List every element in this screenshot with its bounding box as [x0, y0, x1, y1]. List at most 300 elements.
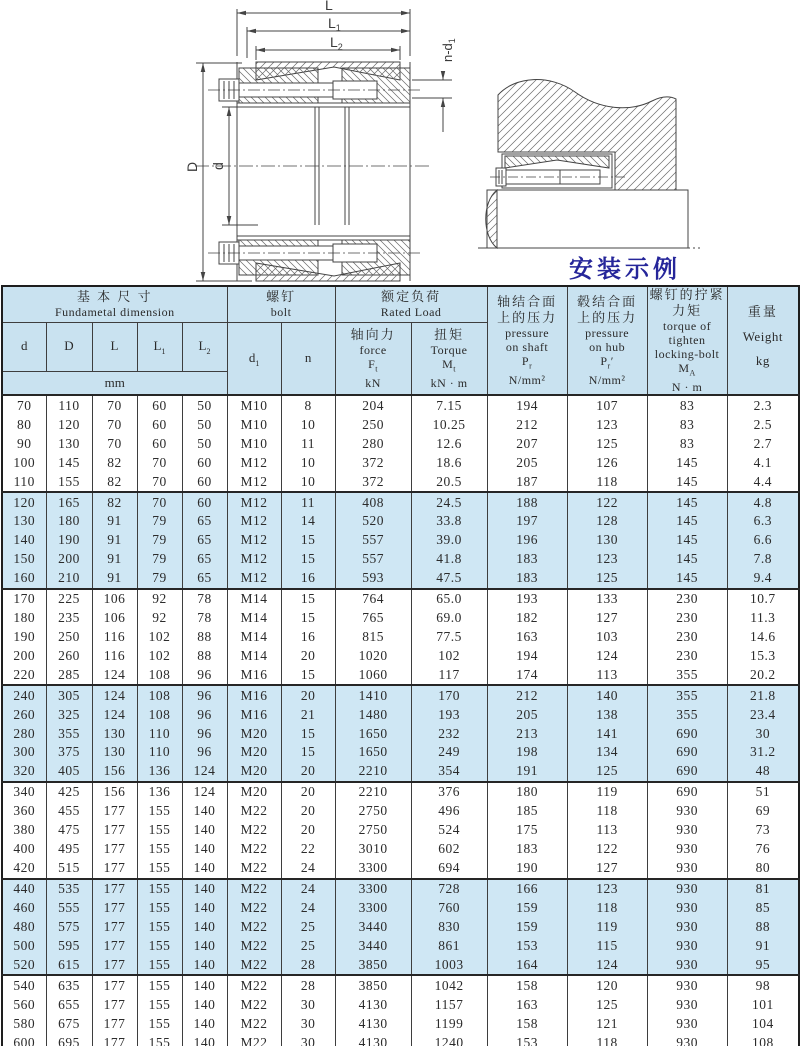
table-cell: 515 — [46, 859, 92, 879]
table-row — [2, 995, 799, 1014]
table-cell: M22 — [227, 995, 281, 1014]
table-cell: 24 — [281, 859, 335, 879]
table-cell: 140 — [182, 859, 227, 879]
table-cell: 28 — [281, 975, 335, 995]
table-cell: 930 — [647, 1014, 727, 1033]
table-cell: M10 — [227, 434, 281, 453]
table-cell: 300 — [2, 743, 46, 762]
table-cell: 155 — [137, 955, 182, 975]
table-cell: 141 — [567, 724, 647, 743]
table-cell: 145 — [647, 453, 727, 472]
table-cell: 24.5 — [411, 492, 487, 512]
installation-example-drawing — [478, 80, 700, 248]
table-cell: 118 — [567, 472, 647, 492]
table-cell: 155 — [137, 975, 182, 995]
table-cell: 140 — [182, 802, 227, 821]
table-cell: 82 — [92, 453, 137, 472]
table-cell: M22 — [227, 840, 281, 859]
table-cell: 20 — [281, 821, 335, 840]
table-row — [2, 917, 799, 936]
table-cell: 128 — [567, 512, 647, 531]
table-cell: 76 — [727, 840, 799, 859]
table-cell: 140 — [182, 995, 227, 1014]
table-cell: 107 — [567, 395, 647, 415]
table-cell: 140 — [182, 955, 227, 975]
table-cell: M12 — [227, 531, 281, 550]
table-cell: 127 — [567, 609, 647, 628]
table-cell: 376 — [411, 782, 487, 802]
table-cell: 557 — [335, 550, 411, 569]
table-cell: 122 — [567, 840, 647, 859]
table-cell: 60 — [182, 472, 227, 492]
table-cell: 100 — [2, 453, 46, 472]
dim-label-L: L — [325, 0, 333, 13]
table-cell: 182 — [487, 609, 567, 628]
table-cell: 1240 — [411, 1033, 487, 1046]
table-cell: 2.3 — [727, 395, 799, 415]
table-cell: 305 — [46, 685, 92, 705]
table-cell: 145 — [647, 512, 727, 531]
table-row — [2, 628, 799, 647]
table-row — [2, 395, 799, 415]
table-cell: 25 — [281, 917, 335, 936]
col-header-pressure-on-hub: 毂结合面 上的压力 pressure on hub $P_r'$ N/mm² — [567, 286, 647, 395]
table-cell: 3010 — [335, 840, 411, 859]
table-cell: 136 — [137, 782, 182, 802]
table-cell: 102 — [137, 646, 182, 665]
table-cell: 130 — [46, 434, 92, 453]
table-row — [2, 955, 799, 975]
table-cell: 180 — [487, 782, 567, 802]
table-cell: 230 — [647, 609, 727, 628]
table-cell: M12 — [227, 512, 281, 531]
table-cell: 159 — [487, 899, 567, 918]
table-cell: 4130 — [335, 1033, 411, 1046]
table-cell: 205 — [487, 453, 567, 472]
table-cell: 2750 — [335, 821, 411, 840]
table-cell: 185 — [487, 802, 567, 821]
table-cell: 155 — [137, 802, 182, 821]
table-row — [2, 743, 799, 762]
table-row — [2, 569, 799, 589]
table-cell: 119 — [567, 917, 647, 936]
table-cell: 70 — [2, 395, 46, 415]
dim-label-d: d — [210, 162, 226, 170]
table-cell: 82 — [92, 492, 137, 512]
table-cell: 102 — [137, 628, 182, 647]
table-cell: 194 — [487, 395, 567, 415]
table-cell: 70 — [92, 415, 137, 434]
table-cell: 249 — [411, 743, 487, 762]
table-cell: 15 — [281, 743, 335, 762]
table-cell: 695 — [46, 1033, 92, 1046]
table-cell: 20.2 — [727, 665, 799, 685]
table-cell: 765 — [335, 609, 411, 628]
table-cell: M20 — [227, 782, 281, 802]
table-cell: M20 — [227, 743, 281, 762]
table-cell: 82 — [92, 472, 137, 492]
table-cell: M12 — [227, 453, 281, 472]
table-cell: 65 — [182, 550, 227, 569]
table-cell: 560 — [2, 995, 46, 1014]
table-cell: 50 — [182, 395, 227, 415]
table-cell: 150 — [2, 550, 46, 569]
table-cell: 20 — [281, 685, 335, 705]
table-cell: 3850 — [335, 955, 411, 975]
table-cell: 145 — [647, 569, 727, 589]
table-cell: 690 — [647, 724, 727, 743]
table-cell: 24 — [281, 879, 335, 899]
table-cell: 113 — [567, 665, 647, 685]
table-cell: 210 — [46, 569, 92, 589]
dim-label-D: D — [184, 161, 200, 172]
table-cell: 92 — [137, 589, 182, 609]
table-cell: 250 — [335, 415, 411, 434]
table-cell: 120 — [567, 975, 647, 995]
table-cell: 200 — [2, 646, 46, 665]
table-cell: 524 — [411, 821, 487, 840]
table-cell: 240 — [2, 685, 46, 705]
col-header-weight: 重量 Weight kg — [727, 286, 799, 395]
dim-label-L2: $L_2$ — [330, 34, 343, 52]
table-cell: 930 — [647, 879, 727, 899]
dim-label-nd1: $n-d_1$ — [440, 38, 457, 62]
table-cell: M10 — [227, 415, 281, 434]
table-cell: 3300 — [335, 899, 411, 918]
table-cell: 145 — [46, 453, 92, 472]
table-cell: 675 — [46, 1014, 92, 1033]
table-cell: 125 — [567, 995, 647, 1014]
table-row — [2, 1033, 799, 1046]
table-cell: M22 — [227, 859, 281, 879]
table-cell: 21.8 — [727, 685, 799, 705]
table-row — [2, 492, 799, 512]
table-cell: 187 — [487, 472, 567, 492]
table-cell: 65 — [182, 512, 227, 531]
table-cell: 70 — [137, 453, 182, 472]
col-header-rated-load: 额定负荷 Rated Load — [335, 286, 487, 322]
table-row — [2, 472, 799, 492]
table-cell: 113 — [567, 821, 647, 840]
table-cell: 4130 — [335, 995, 411, 1014]
table-cell: 285 — [46, 665, 92, 685]
table-cell: M22 — [227, 955, 281, 975]
table-cell: 15 — [281, 531, 335, 550]
table-cell: 155 — [137, 840, 182, 859]
table-cell: 60 — [182, 492, 227, 512]
table-cell: M22 — [227, 821, 281, 840]
table-cell: 455 — [46, 802, 92, 821]
table-cell: 4.1 — [727, 453, 799, 472]
installation-example-caption: 安装示例 — [569, 257, 681, 283]
table-cell: M22 — [227, 975, 281, 995]
table-cell: 174 — [487, 665, 567, 685]
table-row — [2, 665, 799, 685]
table-cell: 593 — [335, 569, 411, 589]
table-cell: 325 — [46, 705, 92, 724]
table-cell: 4.8 — [727, 492, 799, 512]
table-cell: 155 — [137, 859, 182, 879]
table-cell: 96 — [182, 665, 227, 685]
table-cell: 60 — [137, 415, 182, 434]
table-cell: 7.8 — [727, 550, 799, 569]
table-cell: 380 — [2, 821, 46, 840]
table-cell: 6.3 — [727, 512, 799, 531]
table-cell: 212 — [487, 415, 567, 434]
col-header-bolt: 螺钉 bolt — [227, 286, 335, 322]
table-cell: 1157 — [411, 995, 487, 1014]
table-cell: 130 — [92, 743, 137, 762]
table-cell: 10 — [281, 472, 335, 492]
table-cell: 25 — [281, 936, 335, 955]
table-cell: 140 — [182, 879, 227, 899]
col-header-axial-force: 轴向力 force $F_t$ kN — [335, 322, 411, 395]
table-cell: 124 — [182, 762, 227, 782]
table-cell: M20 — [227, 724, 281, 743]
table-cell: M14 — [227, 628, 281, 647]
table-cell: 120 — [2, 492, 46, 512]
table-cell: 6.6 — [727, 531, 799, 550]
col-header-basic-dimension: 基 本 尺 寸 Fundametal dimension — [2, 286, 227, 322]
table-cell: 65 — [182, 569, 227, 589]
table-cell: 177 — [92, 879, 137, 899]
table-cell: 375 — [46, 743, 92, 762]
table-cell: 106 — [92, 609, 137, 628]
table-cell: 117 — [411, 665, 487, 685]
table-cell: 79 — [137, 512, 182, 531]
table-cell: 104 — [727, 1014, 799, 1033]
table-row — [2, 802, 799, 821]
table-cell: 230 — [647, 646, 727, 665]
table-cell: 155 — [137, 899, 182, 918]
table-cell: 123 — [567, 415, 647, 434]
table-cell: 10 — [281, 415, 335, 434]
table-row — [2, 879, 799, 899]
table-cell: 69.0 — [411, 609, 487, 628]
table-cell: 65.0 — [411, 589, 487, 609]
table-cell: 83 — [647, 415, 727, 434]
table-cell: 155 — [137, 917, 182, 936]
table-cell: M22 — [227, 879, 281, 899]
table-cell: 124 — [92, 665, 137, 685]
table-cell: 194 — [487, 646, 567, 665]
table-cell: 70 — [92, 395, 137, 415]
table-cell: 14.6 — [727, 628, 799, 647]
table-cell: 88 — [182, 646, 227, 665]
table-cell: 118 — [567, 899, 647, 918]
table-cell: 1410 — [335, 685, 411, 705]
table-cell: 39.0 — [411, 531, 487, 550]
table-row — [2, 646, 799, 665]
table-cell: 78 — [182, 609, 227, 628]
table-cell: 16 — [281, 628, 335, 647]
table-cell: 133 — [567, 589, 647, 609]
table-cell: 70 — [137, 492, 182, 512]
table-cell: 230 — [647, 589, 727, 609]
table-cell: 405 — [46, 762, 92, 782]
table-cell: 183 — [487, 550, 567, 569]
table-row — [2, 840, 799, 859]
table-cell: 48 — [727, 762, 799, 782]
table-cell: 15 — [281, 589, 335, 609]
table-cell: M22 — [227, 899, 281, 918]
table-cell: 88 — [182, 628, 227, 647]
table-cell: 615 — [46, 955, 92, 975]
table-cell: 250 — [46, 628, 92, 647]
table-cell: 15.3 — [727, 646, 799, 665]
table-cell: 103 — [567, 628, 647, 647]
table-cell: 140 — [182, 1014, 227, 1033]
table-row — [2, 550, 799, 569]
table-cell: 7.15 — [411, 395, 487, 415]
table-row — [2, 975, 799, 995]
table-cell: 3300 — [335, 859, 411, 879]
table-cell: M20 — [227, 762, 281, 782]
table-cell: 90 — [2, 434, 46, 453]
table-cell: 80 — [727, 859, 799, 879]
table-cell: 600 — [2, 1033, 46, 1046]
table-cell: M12 — [227, 492, 281, 512]
table-cell: 220 — [2, 665, 46, 685]
table-cell: 110 — [137, 743, 182, 762]
table-cell: 91 — [92, 550, 137, 569]
table-cell: 260 — [2, 705, 46, 724]
table-cell: 11.3 — [727, 609, 799, 628]
table-cell: 101 — [727, 995, 799, 1014]
table-cell: 108 — [137, 705, 182, 724]
table-cell: 212 — [487, 685, 567, 705]
table-cell: 930 — [647, 1033, 727, 1046]
table-cell: 188 — [487, 492, 567, 512]
table-cell: 475 — [46, 821, 92, 840]
table-cell: 153 — [487, 1033, 567, 1046]
table-cell: 20 — [281, 762, 335, 782]
table-row — [2, 685, 799, 705]
table-row — [2, 434, 799, 453]
table-cell: 85 — [727, 899, 799, 918]
table-cell: 355 — [647, 685, 727, 705]
table-cell: 165 — [46, 492, 92, 512]
table-cell: 10.25 — [411, 415, 487, 434]
col-header-torque: 扭矩 Torque $M_t$ kN · m — [411, 322, 487, 395]
table-row — [2, 512, 799, 531]
table-cell: 177 — [92, 859, 137, 879]
table-cell: 1003 — [411, 955, 487, 975]
table-cell: 460 — [2, 899, 46, 918]
table-cell: 127 — [567, 859, 647, 879]
table-cell: 140 — [567, 685, 647, 705]
table-cell: 11 — [281, 492, 335, 512]
table-cell: 155 — [137, 821, 182, 840]
table-cell: 260 — [46, 646, 92, 665]
table-cell: 690 — [647, 762, 727, 782]
table-cell: 408 — [335, 492, 411, 512]
table-cell: 2210 — [335, 782, 411, 802]
table-cell: 163 — [487, 995, 567, 1014]
table-row — [2, 859, 799, 879]
table-cell: 124 — [92, 705, 137, 724]
table-cell: 140 — [182, 899, 227, 918]
table-cell: M16 — [227, 665, 281, 685]
table-cell: 166 — [487, 879, 567, 899]
table-cell: 138 — [567, 705, 647, 724]
table-cell: 930 — [647, 859, 727, 879]
table-cell: 177 — [92, 899, 137, 918]
table-cell: 760 — [411, 899, 487, 918]
table-cell: 23.4 — [727, 705, 799, 724]
table-cell: 108 — [137, 665, 182, 685]
table-cell: 655 — [46, 995, 92, 1014]
table-row — [2, 782, 799, 802]
col-header-L1: $L_1$ — [137, 322, 182, 371]
dim-label-L1: $L_1$ — [328, 15, 341, 33]
table-cell: 3440 — [335, 936, 411, 955]
table-cell: 130 — [92, 724, 137, 743]
table-cell: M22 — [227, 1033, 281, 1046]
table-cell: 92 — [137, 609, 182, 628]
table-row — [2, 899, 799, 918]
table-cell: 60 — [137, 434, 182, 453]
table-cell: 520 — [2, 955, 46, 975]
table-cell: 22 — [281, 840, 335, 859]
table-cell: 180 — [2, 609, 46, 628]
table-cell: 8 — [281, 395, 335, 415]
col-header-D: D — [46, 322, 92, 371]
table-cell: 73 — [727, 821, 799, 840]
table-cell: 124 — [182, 782, 227, 802]
table-cell: 930 — [647, 899, 727, 918]
table-cell: 930 — [647, 955, 727, 975]
table-cell: 190 — [46, 531, 92, 550]
table-cell: 158 — [487, 975, 567, 995]
table-cell: 125 — [567, 569, 647, 589]
table-cell: 106 — [92, 589, 137, 609]
table-cell: 140 — [182, 1033, 227, 1046]
table-cell: 118 — [567, 802, 647, 821]
table-cell: 193 — [487, 589, 567, 609]
table-cell: 495 — [46, 840, 92, 859]
table-cell: 31.2 — [727, 743, 799, 762]
table-cell: 930 — [647, 995, 727, 1014]
table-cell: 120 — [46, 415, 92, 434]
table-cell: 77.5 — [411, 628, 487, 647]
col-header-n: n — [281, 322, 335, 395]
table-cell: 400 — [2, 840, 46, 859]
table-cell: 125 — [567, 762, 647, 782]
table-cell: 177 — [92, 917, 137, 936]
coupling-cross-section — [195, 9, 452, 281]
table-cell: 177 — [92, 936, 137, 955]
technical-drawing — [0, 0, 800, 285]
table-cell: 70 — [137, 472, 182, 492]
table-cell: 98 — [727, 975, 799, 995]
table-cell: 205 — [487, 705, 567, 724]
table-cell: M14 — [227, 589, 281, 609]
table-cell: 136 — [137, 762, 182, 782]
spec-table — [1, 285, 800, 1046]
table-cell: 123 — [567, 879, 647, 899]
table-cell: 130 — [567, 531, 647, 550]
table-cell: 126 — [567, 453, 647, 472]
table-cell: 213 — [487, 724, 567, 743]
table-row — [2, 762, 799, 782]
table-cell: 1042 — [411, 975, 487, 995]
table-cell: 2.7 — [727, 434, 799, 453]
table-cell: 496 — [411, 802, 487, 821]
table-row — [2, 821, 799, 840]
table-cell: 153 — [487, 936, 567, 955]
table-cell: 20.5 — [411, 472, 487, 492]
